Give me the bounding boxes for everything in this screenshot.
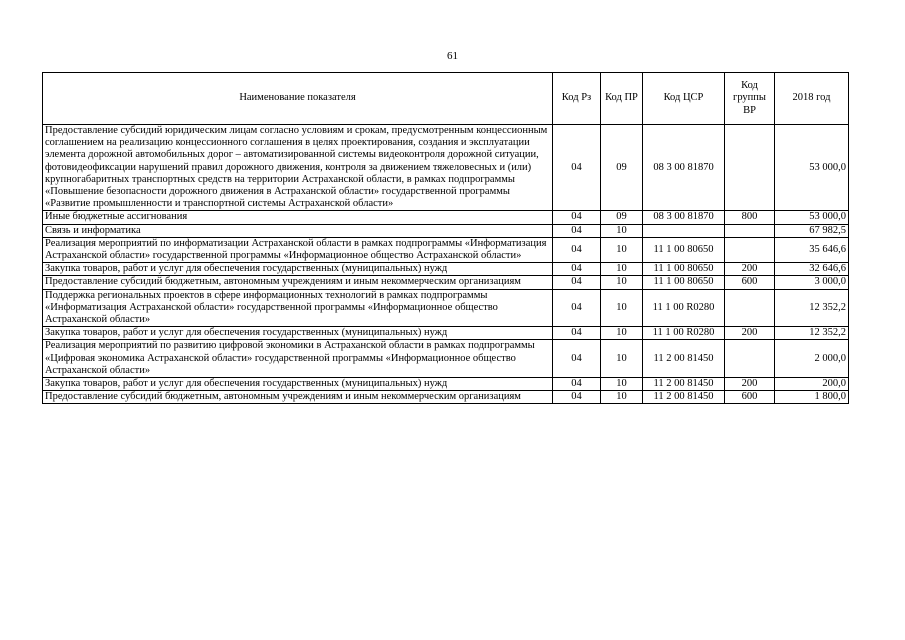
row-name: Поддержка региональных проектов в сфере информационных технологий в рамках подпрограммы «Информатизация Астраханской области» государственной программы «Информационное общество Астраханской области» (43, 289, 553, 327)
row-vr (725, 224, 775, 237)
row-value: 2 000,0 (775, 340, 849, 378)
row-pr: 10 (601, 340, 643, 378)
row-value: 53 000,0 (775, 211, 849, 224)
row-csr: 11 2 00 81450 (643, 340, 725, 378)
table-row (43, 289, 849, 327)
row-pr: 10 (601, 289, 643, 327)
header-vr: Код группы ВР (725, 73, 775, 125)
row-value: 1 800,0 (775, 391, 849, 404)
row-pr: 10 (601, 391, 643, 404)
row-name: Реализация мероприятий по информатизации Астраханской области в рамках подпрограммы «Информатизация Астраханской области» государственной программы «Информационное общество Астраханской области» (43, 237, 553, 262)
table-row (43, 327, 849, 340)
row-vr: 200 (725, 263, 775, 276)
row-rz: 04 (553, 276, 601, 289)
row-rz: 04 (553, 340, 601, 378)
budget-table (42, 72, 849, 404)
row-pr: 10 (601, 237, 643, 262)
row-value: 3 000,0 (775, 276, 849, 289)
row-value: 12 352,2 (775, 327, 849, 340)
header-csr: Код ЦСР (643, 73, 725, 125)
row-rz: 04 (553, 378, 601, 391)
table-header-row (43, 73, 849, 125)
header-name: Наименование показателя (43, 73, 553, 125)
row-name: Связь и информатика (43, 224, 553, 237)
row-rz: 04 (553, 237, 601, 262)
row-csr: 11 1 00 R0280 (643, 289, 725, 327)
row-name: Иные бюджетные ассигнования (43, 211, 553, 224)
table-row (43, 378, 849, 391)
header-year: 2018 год (775, 73, 849, 125)
row-vr: 600 (725, 391, 775, 404)
row-rz: 04 (553, 289, 601, 327)
row-name: Реализация мероприятий по развитию цифровой экономики в Астраханской области в рамках подпрограммы «Цифровая экономика Астраханской области» государственной программы «Информационное общество Астраханской области» (43, 340, 553, 378)
row-value: 67 982,5 (775, 224, 849, 237)
row-vr (725, 340, 775, 378)
row-value: 200,0 (775, 378, 849, 391)
row-csr: 11 1 00 R0280 (643, 327, 725, 340)
row-rz: 04 (553, 327, 601, 340)
row-name: Предоставление субсидий бюджетным, автономным учреждениям и иным некоммерческим организациям (43, 276, 553, 289)
row-value: 53 000,0 (775, 125, 849, 211)
row-vr (725, 289, 775, 327)
row-rz: 04 (553, 211, 601, 224)
row-vr: 200 (725, 327, 775, 340)
table-row (43, 263, 849, 276)
row-pr: 10 (601, 224, 643, 237)
row-pr: 09 (601, 211, 643, 224)
row-value: 35 646,6 (775, 237, 849, 262)
row-csr: 08 3 00 81870 (643, 211, 725, 224)
row-rz: 04 (553, 224, 601, 237)
row-pr: 10 (601, 378, 643, 391)
header-pr: Код ПР (601, 73, 643, 125)
row-name: Закупка товаров, работ и услуг для обеспечения государственных (муниципальных) нужд (43, 263, 553, 276)
row-name: Закупка товаров, работ и услуг для обеспечения государственных (муниципальных) нужд (43, 378, 553, 391)
row-pr: 09 (601, 125, 643, 211)
row-value: 32 646,6 (775, 263, 849, 276)
row-name: Предоставление субсидий юридическим лицам согласно условиям и срокам, предусмотренным концессионным соглашением на реализацию концессионного соглашения в целях проектирования, создания и эксплуатации элемента дорожной автомобильных дорог – автоматизированной системы видеоконтроля дорожной ситуации, фотовидеофиксации нарушений правил дорожного движения, контроля за движением тяжеловесных и (или) крупногабаритных транспортных средств на территории Астраханской области, в рамках подпрограммы «Повышение безопасности дорожного движения в Астраханской области» государственной программы «Развитие промышленности и транспортной системы Астраханской области» (43, 125, 553, 211)
row-name: Закупка товаров, работ и услуг для обеспечения государственных (муниципальных) нужд (43, 327, 553, 340)
row-csr: 11 2 00 81450 (643, 378, 725, 391)
row-csr: 11 1 00 80650 (643, 237, 725, 262)
row-csr: 11 1 00 80650 (643, 276, 725, 289)
row-value: 12 352,2 (775, 289, 849, 327)
table-row (43, 125, 849, 211)
row-pr: 10 (601, 327, 643, 340)
row-csr: 08 3 00 81870 (643, 125, 725, 211)
row-vr (725, 237, 775, 262)
row-vr (725, 125, 775, 211)
row-rz: 04 (553, 125, 601, 211)
row-pr: 10 (601, 276, 643, 289)
row-rz: 04 (553, 391, 601, 404)
row-csr (643, 224, 725, 237)
table-row (43, 276, 849, 289)
table-row (43, 237, 849, 262)
row-csr: 11 2 00 81450 (643, 391, 725, 404)
row-name: Предоставление субсидий бюджетным, автономным учреждениям и иным некоммерческим организациям (43, 391, 553, 404)
row-csr: 11 1 00 80650 (643, 263, 725, 276)
page-number: 61 (447, 50, 458, 62)
row-vr: 600 (725, 276, 775, 289)
table-row (43, 211, 849, 224)
row-rz: 04 (553, 263, 601, 276)
table-row (43, 340, 849, 378)
table-row (43, 391, 849, 404)
table-row (43, 224, 849, 237)
row-vr: 800 (725, 211, 775, 224)
row-pr: 10 (601, 263, 643, 276)
row-vr: 200 (725, 378, 775, 391)
header-rz: Код Рз (553, 73, 601, 125)
